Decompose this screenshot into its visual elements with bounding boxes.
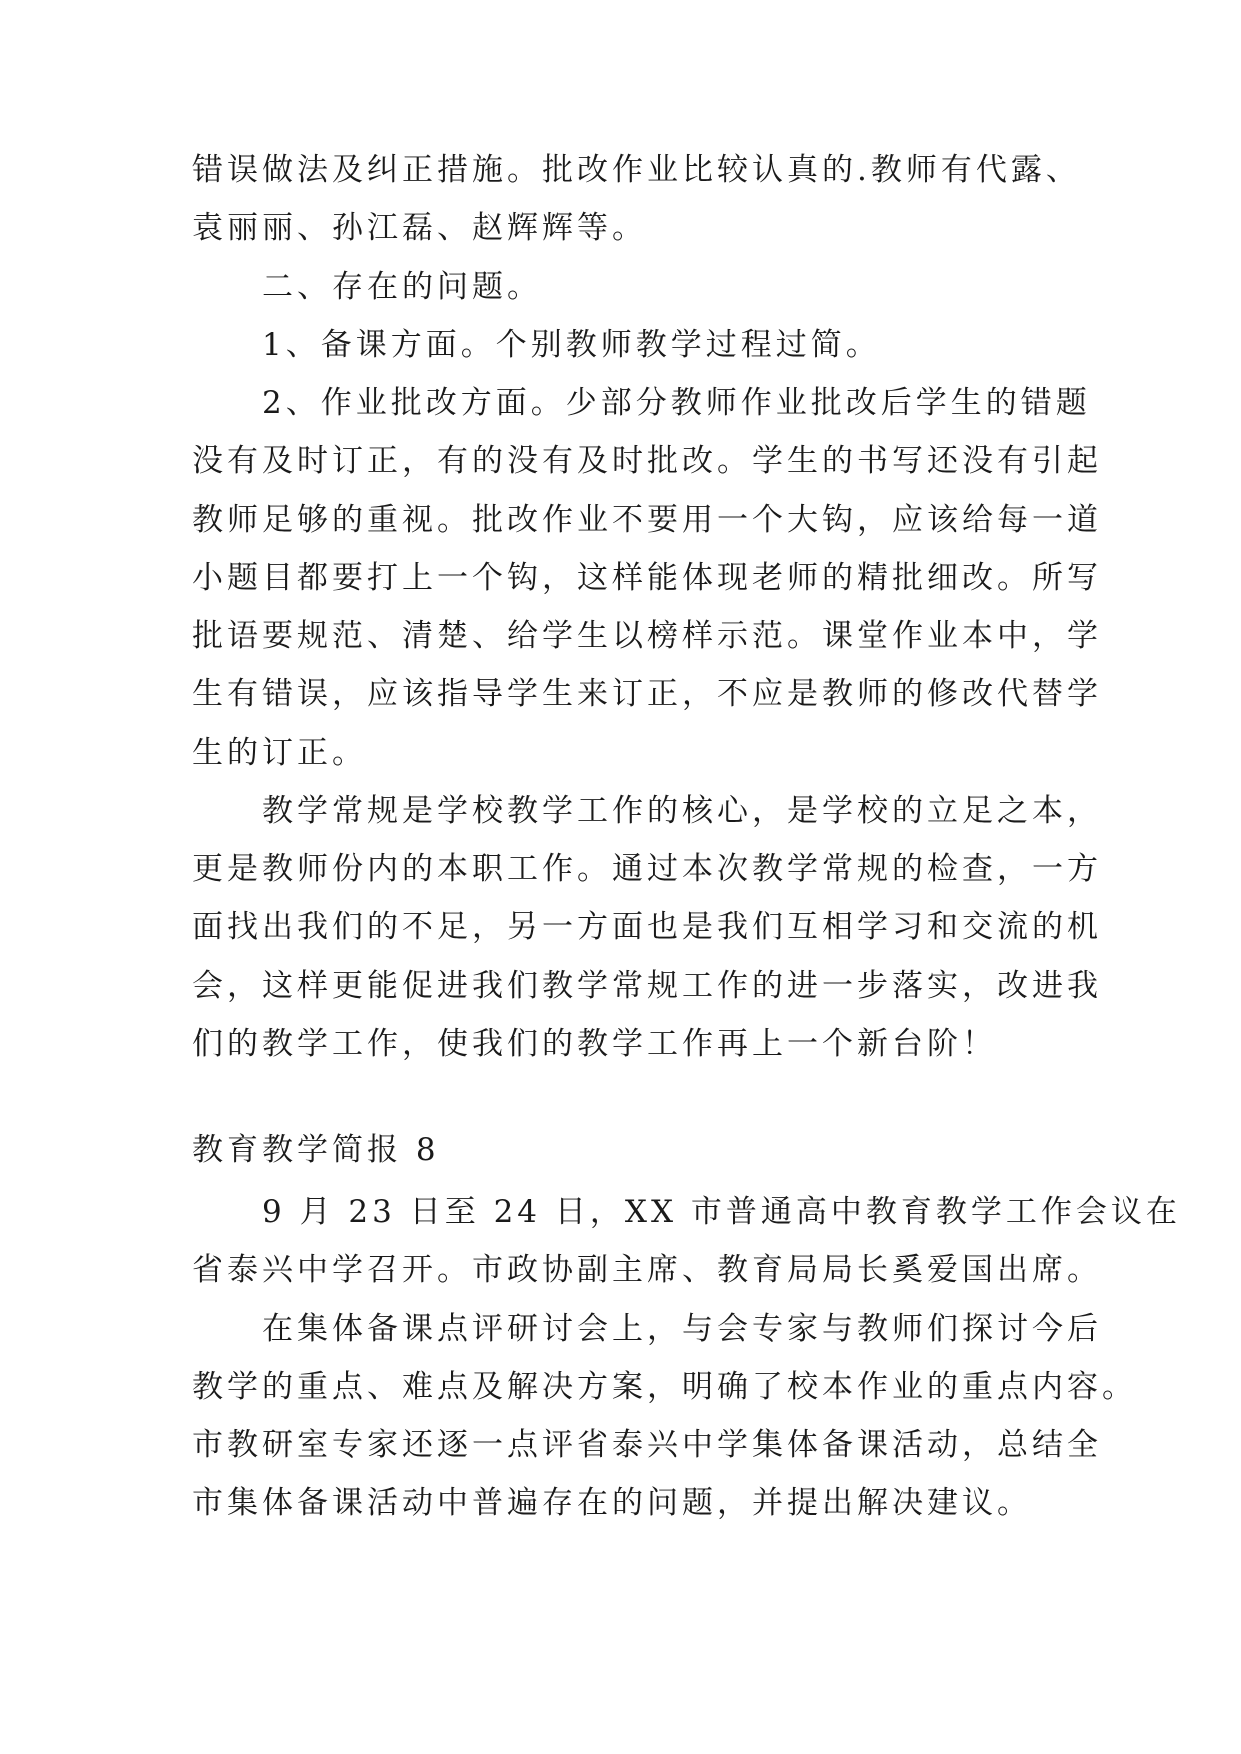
text-line: 批语要规范、清楚、给学生以榜样示范。课堂作业本中，学	[192, 618, 1102, 654]
text-line: 市集体备课活动中普遍存在的问题，并提出解决建议。	[192, 1485, 1032, 1521]
text-line: 教学常规是学校教学工作的核心，是学校的立足之本，	[192, 793, 1102, 829]
text-line: 没有及时订正，有的没有及时批改。学生的书写还没有引起	[192, 443, 1102, 479]
text-line: 1、备课方面。个别教师教学过程过简。	[192, 327, 881, 363]
text-line: 教师足够的重视。批改作业不要用一个大钩，应该给每一道	[192, 502, 1102, 538]
text-line: 市教研室专家还逐一点评省泰兴中学集体备课活动，总结全	[192, 1427, 1102, 1463]
text-line: 9 月 23 日至 24 日，XX 市普通高中教育教学工作会议在	[192, 1194, 1181, 1230]
text-line: 生有错误，应该指导学生来订正，不应是教师的修改代替学	[192, 676, 1102, 712]
text-line: 面找出我们的不足，另一方面也是我们互相学习和交流的机	[192, 909, 1102, 945]
article-title: 教育教学简报 8	[192, 1132, 440, 1168]
text-line: 们的教学工作，使我们的教学工作再上一个新台阶！	[192, 1026, 997, 1062]
section-heading: 二、存在的问题。	[192, 269, 542, 305]
text-line: 错误做法及纠正措施。批改作业比较认真的.教师有代露、	[192, 152, 1081, 188]
text-line: 教学的重点、难点及解决方案，明确了校本作业的重点内容。	[192, 1369, 1137, 1405]
text-line: 在集体备课点评研讨会上，与会专家与教师们探讨今后	[192, 1311, 1102, 1347]
text-line: 2、作业批改方面。少部分教师作业批改后学生的错题	[192, 385, 1091, 421]
text-line: 小题目都要打上一个钩，这样能体现老师的精批细改。所写	[192, 560, 1102, 596]
text-line: 省泰兴中学召开。市政协副主席、教育局局长奚爱国出席。	[192, 1252, 1102, 1288]
text-line: 袁丽丽、孙江磊、赵辉辉等。	[192, 210, 647, 246]
text-line: 更是教师份内的本职工作。通过本次教学常规的检查，一方	[192, 851, 1102, 887]
text-line: 会，这样更能促进我们教学常规工作的进一步落实，改进我	[192, 968, 1102, 1004]
text-line: 生的订正。	[192, 735, 367, 771]
